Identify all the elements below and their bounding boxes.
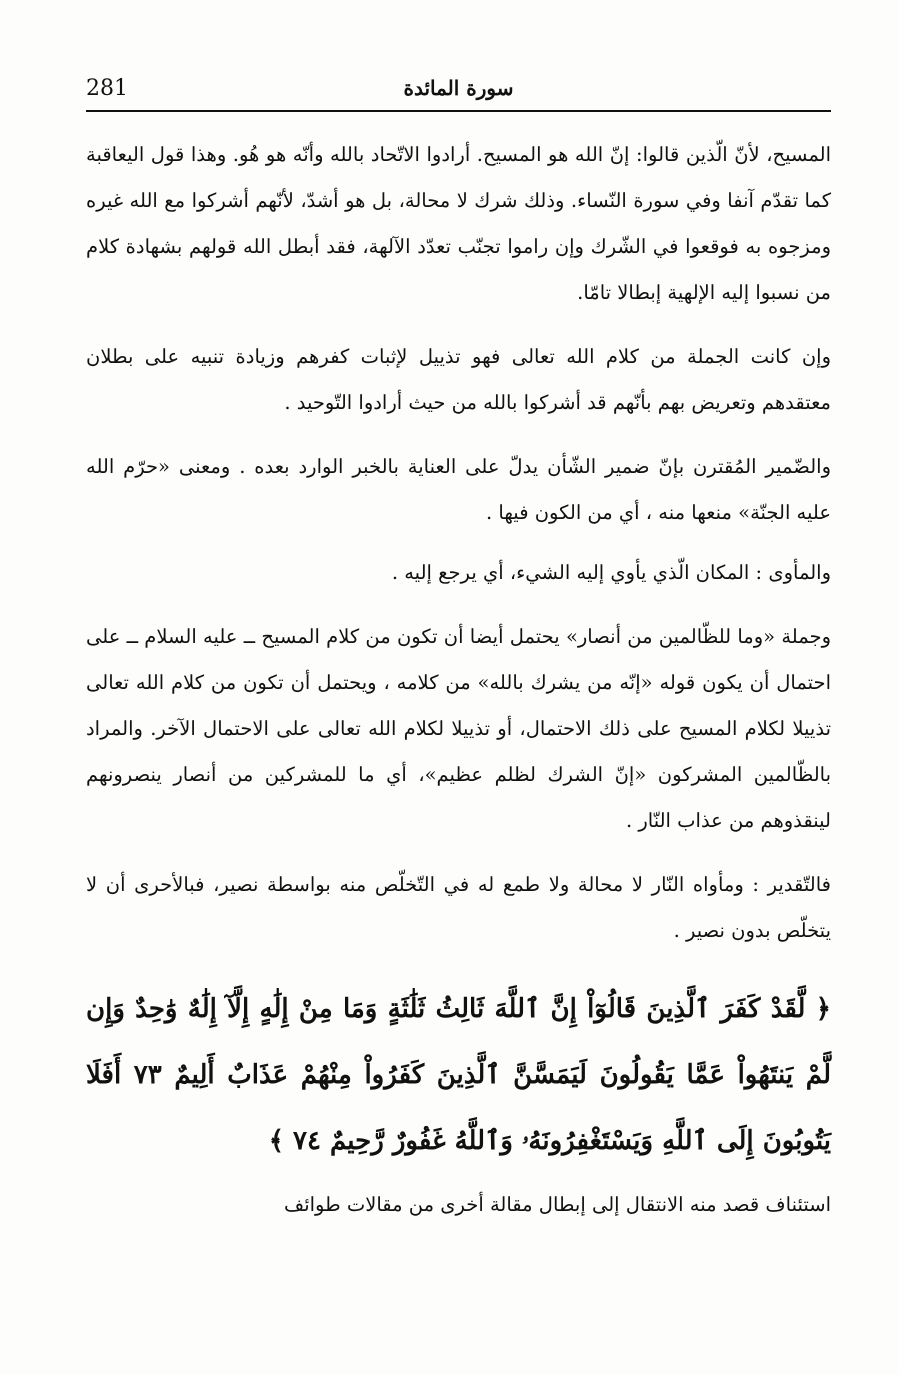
surah-title: سورة المائدة (403, 76, 514, 100)
paragraph: المسيح، لأنّ الّذين قالوا: إنّ الله هو المسيح. أرادوا الاتّحاد بالله وأنّه هو هُو. وهذا قول اليعاقبة كما تقدّم آنفا وفي سورة النّساء. وذلك شرك لا محالة، بل هو أشدّ، لأنّهم أشركوا مع الله غيره ومزجوه به فوقعوا في الشّرك وإن راموا تجنّب تعدّد الآلهة، فقد أبطل الله قولهم بشهادة كلام من نسبوا إليه الإلهية إبطالا تامّا. (86, 143, 831, 304)
paragraph: وإن كانت الجملة من كلام الله تعالى فهو تذييل لإثبات كفرهم وزيادة تنبيه على بطلان معتقدهم وتعريض بهم بأنّهم قد أشركوا بالله من حيث أرادوا التّوحيد . (86, 345, 831, 414)
text-body (86, 132, 831, 1228)
header-rule (86, 110, 831, 112)
quran-verse: ﴿ لَّقَدْ كَفَرَ ٱلَّذِينَ قَالُوٓاْ إِنَّ ٱللَّهَ ثَالِثُ ثَلَٰثَةٍ وَمَا مِنْ إِلَٰهٍ إِلَّآ إِلَٰهٌ وَٰحِدٌ وَإِن لَّمْ يَنتَهُواْ عَمَّا يَقُولُونَ لَيَمَسَّنَّ ٱلَّذِينَ كَفَرُواْ مِنْهُمْ عَذَابٌ أَلِيمٌ ٧٣ أَفَلَا يَتُوبُونَ إِلَى ٱللَّهِ وَيَسْتَغْفِرُونَهُۥ وَٱللَّهُ غَفُورٌ رَّحِيمٌ ٧٤ ﴾ (86, 994, 831, 1156)
page-number: 281 (86, 76, 128, 101)
paragraph: وجملة «وما للظّالمين من أنصار» يحتمل أيضا أن تكون من كلام المسيح ــ عليه السلام ــ على احتمال أن يكون قوله «إنّه من يشرك بالله» من كلامه ، ويحتمل أن تكون من كلام الله تعالى تذييلا لكلام المسيح على ذلك الاحتمال، أو تذييلا لكلام الله تعالى على الاحتمال الآخر. والمراد بالظّالمين المشركون «إنّ الشرك لظلم عظيم»، أي ما للمشركين من أنصار ينصرونهم لينقذوهم من عذاب النّار . (86, 625, 831, 832)
paragraph: والضّمير المُقترن بإنّ ضمير الشّأن يدلّ على العناية بالخبر الوارد بعده . ومعنى «حرّم الله عليه الجنّة» منعها منه ، أي من الكون فيها . (86, 455, 831, 524)
paragraph: استئناف قصد منه الانتقال إلى إبطال مقالة أخرى من مقالات طوائف (284, 1193, 831, 1216)
page-header (86, 76, 831, 108)
paragraph: فالتّقدير : ومأواه النّار لا محالة ولا طمع له في التّخلّص منه بواسطة نصير، فبالأحرى أن لا يتخلّص بدون نصير . (86, 873, 831, 942)
paragraph: والمأوى : المكان الّذي يأوي إليه الشيء، أي يرجع إليه . (391, 561, 831, 584)
